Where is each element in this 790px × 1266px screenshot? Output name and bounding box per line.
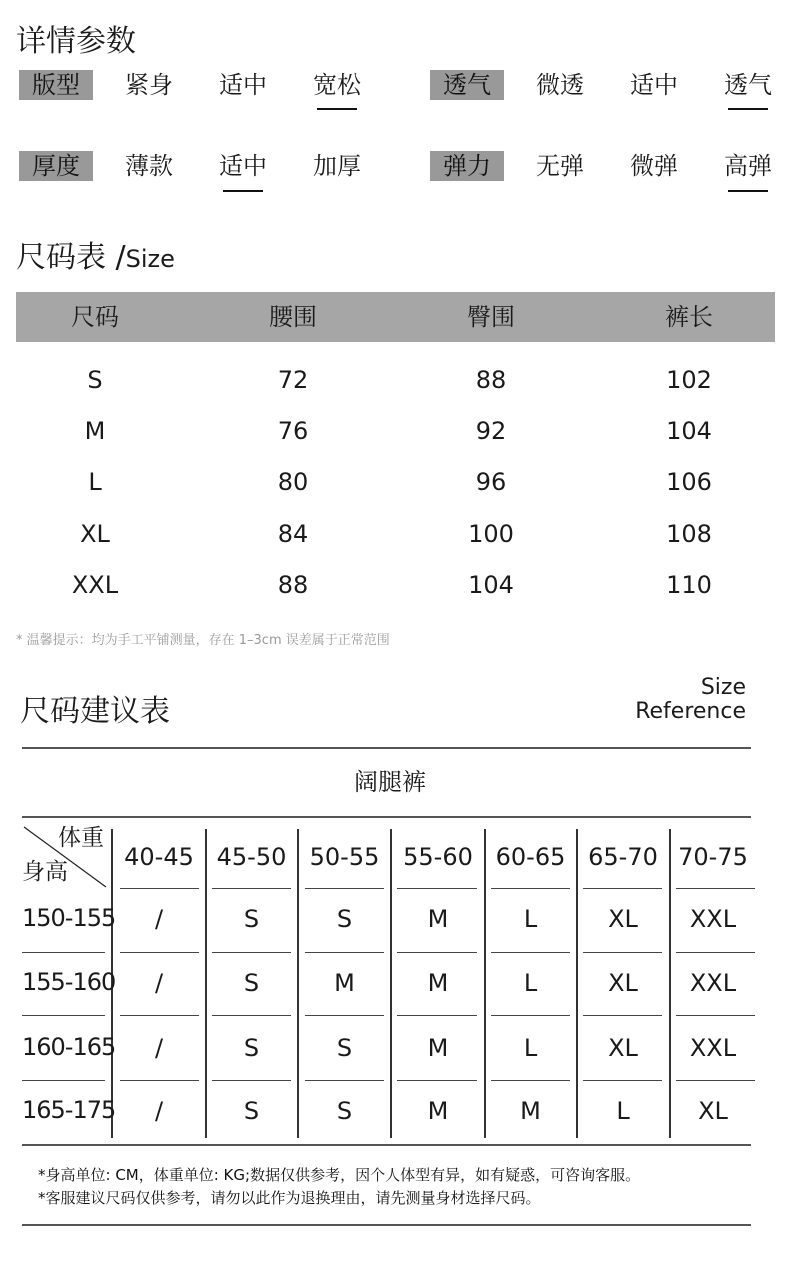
table-cell: M — [84, 417, 106, 445]
table-cell: 92 — [475, 417, 507, 445]
size-cell: L — [523, 905, 538, 933]
row-separator — [120, 952, 199, 953]
size-cell: XL — [608, 905, 638, 933]
table-cell: 84 — [277, 520, 309, 548]
row-separator — [120, 888, 199, 889]
size-cell: XL — [698, 1097, 728, 1125]
reference-title: 尺码建议表 — [20, 694, 170, 729]
row-separator — [212, 1015, 291, 1016]
row-separator — [676, 888, 755, 889]
row-separator — [22, 952, 105, 953]
corner-weight-label: 体重 — [58, 825, 104, 851]
row-separator — [397, 952, 477, 953]
size-cell: L — [523, 1034, 538, 1062]
measurement-note: * 温馨提示：均为手工平铺测量，存在 1–3cm 误差属于正常范围 — [16, 633, 390, 648]
breathability-label: 透气 — [430, 70, 504, 100]
height-label: 160-165 — [22, 1033, 116, 1061]
row-separator — [676, 1015, 755, 1016]
size-cell: XXL — [689, 1034, 737, 1062]
row-separator — [22, 1080, 105, 1081]
fit-option: 紧身 — [125, 71, 173, 99]
row-separator — [676, 1080, 755, 1081]
size-cell: / — [154, 1034, 164, 1062]
table-cell: 110 — [666, 571, 712, 599]
row-separator — [397, 1015, 477, 1016]
size-cell: M — [427, 1097, 449, 1125]
row-separator — [212, 888, 291, 889]
details-title: 详情参数 — [16, 24, 136, 59]
size-cell: S — [243, 905, 260, 933]
thickness-option: 加厚 — [313, 152, 361, 180]
size-cell: / — [154, 1097, 164, 1125]
reference-title-en-line1: Size — [700, 675, 746, 700]
corner-height-label: 身高 — [22, 859, 68, 885]
table-cell: 76 — [277, 417, 309, 445]
weight-header: 45-50 — [216, 843, 287, 871]
row-separator — [120, 1015, 199, 1016]
size-cell: S — [336, 1097, 353, 1125]
row-separator — [491, 952, 570, 953]
table-cell: 72 — [277, 366, 309, 394]
row-separator — [22, 1015, 105, 1016]
size-cell: S — [243, 1034, 260, 1062]
table-cell: 106 — [666, 468, 712, 496]
divider — [22, 1144, 751, 1146]
weight-header: 70-75 — [678, 843, 748, 871]
size-cell: XL — [608, 969, 638, 997]
size-cell: L — [523, 969, 538, 997]
divider — [22, 747, 751, 749]
size-cell: M — [334, 969, 355, 997]
table-cell: 104 — [666, 417, 712, 445]
fit-label: 版型 — [19, 70, 93, 100]
size-cell: S — [336, 905, 353, 933]
row-separator — [120, 1080, 199, 1081]
row-separator — [212, 952, 291, 953]
elasticity-selected-underline — [728, 190, 768, 192]
weight-header: 40-45 — [124, 843, 194, 871]
table-cell: 88 — [277, 571, 309, 599]
table-cell: 88 — [475, 366, 507, 394]
elasticity-option: 微弹 — [630, 152, 678, 180]
size-table-title-en: Size — [125, 245, 175, 273]
size-cell: L — [616, 1097, 630, 1125]
size-cell: S — [336, 1034, 353, 1062]
size-cell: M — [427, 1034, 449, 1062]
fit-option: 宽松 — [313, 71, 361, 99]
size-cell: S — [243, 969, 260, 997]
header-size: 尺码 — [71, 303, 119, 331]
elasticity-option: 无弹 — [536, 152, 584, 180]
breathability-option: 透气 — [724, 71, 772, 99]
size-table-title-cn: 尺码表 / — [16, 240, 126, 275]
row-separator — [305, 952, 384, 953]
row-separator — [583, 1015, 662, 1016]
table-cell: 104 — [468, 571, 514, 599]
row-separator — [491, 1015, 570, 1016]
row-separator — [305, 888, 384, 889]
elasticity-option: 高弹 — [724, 152, 772, 180]
table-cell: XL — [80, 520, 110, 548]
size-cell: M — [427, 905, 449, 933]
weight-header: 50-55 — [309, 843, 380, 871]
size-table-header — [16, 292, 775, 342]
size-table-title — [16, 232, 175, 276]
size-cell: XXL — [689, 905, 737, 933]
row-separator — [491, 1080, 570, 1081]
row-separator — [583, 1080, 662, 1081]
row-separator — [491, 888, 570, 889]
divider — [22, 816, 751, 818]
size-cell: S — [243, 1097, 260, 1125]
size-cell: M — [427, 969, 449, 997]
height-label: 150-155 — [22, 904, 116, 932]
header-hip: 臀围 — [467, 303, 515, 331]
size-cell: M — [520, 1097, 541, 1125]
thickness-option: 薄款 — [125, 152, 173, 180]
elasticity-label: 弹力 — [430, 151, 504, 181]
row-separator — [212, 1080, 291, 1081]
thickness-label: 厚度 — [19, 151, 93, 181]
row-separator — [583, 888, 662, 889]
table-cell: 108 — [666, 520, 712, 548]
row-separator — [676, 952, 755, 953]
row-separator — [305, 1080, 384, 1081]
fit-selected-underline — [317, 108, 357, 110]
breathability-option: 微透 — [536, 71, 584, 99]
header-length: 裤长 — [665, 303, 713, 331]
row-separator — [583, 952, 662, 953]
size-cell: / — [154, 969, 164, 997]
thickness-option: 适中 — [219, 152, 267, 180]
reference-title-en-line2: Reference — [635, 699, 746, 724]
row-separator — [397, 1080, 477, 1081]
breathability-option: 适中 — [630, 71, 678, 99]
breathability-selected-underline — [728, 108, 768, 110]
table-cell: 102 — [666, 366, 712, 394]
row-separator — [397, 888, 477, 889]
product-name: 阔腿裤 — [354, 768, 426, 796]
table-cell: S — [87, 366, 103, 394]
weight-header: 55-60 — [403, 843, 473, 871]
size-cell: XL — [608, 1034, 638, 1062]
footnote: *客服建议尺码仅供参考，请勿以此作为退换理由，请先测量身材选择尺码。 — [38, 1189, 541, 1207]
table-cell: L — [88, 468, 102, 496]
size-cell: XXL — [689, 969, 737, 997]
height-label: 155-160 — [22, 968, 116, 996]
weight-header: 60-65 — [495, 843, 566, 871]
thickness-selected-underline — [223, 190, 263, 192]
divider — [22, 1224, 751, 1226]
size-cell: / — [154, 905, 164, 933]
row-separator — [305, 1015, 384, 1016]
header-waist: 腰围 — [269, 303, 317, 331]
weight-header: 65-70 — [588, 843, 658, 871]
height-label: 165-175 — [22, 1096, 116, 1124]
reference-title-en — [635, 676, 746, 724]
fit-option: 适中 — [219, 71, 267, 99]
footnote: *身高单位: CM，体重单位: KG;数据仅供参考，因个人体型有异，如有疑惑，可咨询客服。 — [38, 1166, 641, 1184]
table-cell: 80 — [277, 468, 309, 496]
table-cell: 96 — [475, 468, 507, 496]
table-cell: 100 — [468, 520, 514, 548]
table-cell: XXL — [71, 571, 119, 599]
